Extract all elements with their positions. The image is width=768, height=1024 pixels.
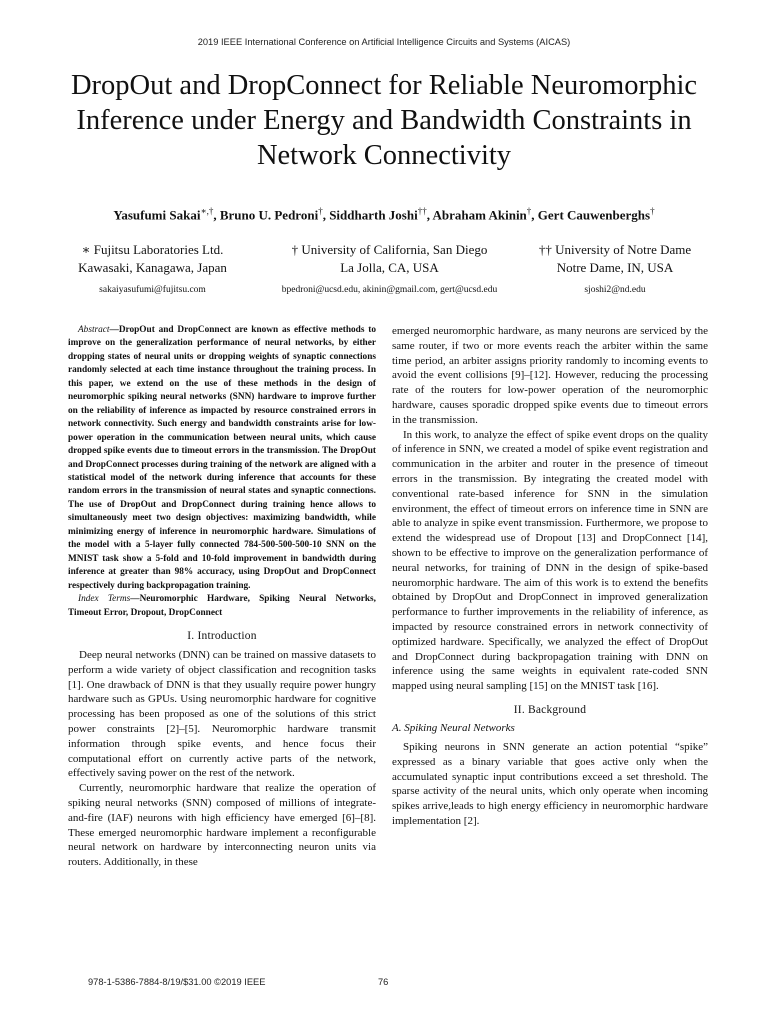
conference-header: 2019 IEEE International Conference on Artificial Intelligence Circuits and Systems (AICAS): [197, 37, 571, 47]
intro-paragraph: Deep neural networks (DNN) can be trained on massive datasets to perform a wide variety of object classification and recognition tasks [1]. One drawback of DNN is that they usually require power hungry hardware such as GPUs. Using neuromorphic hardware for cognitive processing has been proposed as one of the solutions of this strict power constraints [2]–[5]. Neuromorphic hardware transmit information through spike events, and hence focus their computational effort on currently active parts of the network, effectively saving power on the rest of the network.: [68, 648, 376, 780]
left-column: [68, 324, 376, 870]
author-list: Yasufumi Sakai∗,†, Bruno U. Pedroni†, Siddharth Joshi††, Abraham Akinin†, Gert Cauwenberghs†: [113, 206, 655, 223]
affiliation-email: bpedroni@ucsd.edu, akinin@gmail.com, gert@ucsd.edu: [281, 285, 498, 295]
paper-title: DropOut and DropConnect for Reliable Neuromorphic Inference under Energy and Bandwidth Constraints in Network Connectivity: [70, 70, 698, 171]
author-mark: ∗,†: [200, 206, 214, 216]
author-name: Yasufumi Sakai: [113, 207, 201, 223]
affiliation-line: † University of California, San Diego: [291, 242, 488, 257]
affiliation-line: Notre Dame, IN, USA: [556, 260, 674, 275]
right-column: [392, 324, 708, 829]
intro-paragraph: Currently, neuromorphic hardware that realize the operation of spiking neural networks (SNN) composed of millions of integrate-and-fire (IAF) neurons with high efficiency have emerged [6]–[8]. These emerged neuromorphic hardware implement a reconfigurable neural network on hardware by interconnecting neuron units via routers. Additionally, in these: [68, 782, 376, 869]
author-name: Abraham Akinin: [432, 207, 527, 223]
copyright-notice: 978-1-5386-7884-8/19/$31.00 ©2019 IEEE: [88, 977, 266, 987]
subsection-heading: A. Spiking Neural Networks: [392, 721, 515, 734]
affiliation-email: sjoshi2@nd.edu: [584, 285, 646, 295]
background-paragraph: Spiking neurons in SNN generate an action potential “spike” expressed as a binary variable that goes active only when the accumulated synaptic input contributions exceed a set threshold. The sparse activity of the neural units, which only operate when incoming spikes arrive,leads to high energy efficiency in neuromorphic hardware implementation [2].: [392, 740, 708, 827]
abstract: [68, 324, 376, 593]
affiliation-line: Kawasaki, Kanagawa, Japan: [78, 260, 227, 275]
affiliation-notre-dame: [515, 241, 715, 297]
section-heading-introduction: I. Introduction: [187, 629, 257, 642]
author-mark: †: [318, 206, 323, 216]
index-terms: [68, 593, 376, 620]
author-name: Gert Cauwenberghs: [537, 207, 651, 223]
affiliation-line: La Jolla, CA, USA: [340, 260, 439, 275]
affiliation-email: sakaiyasufumi@fujitsu.com: [99, 285, 206, 295]
author-mark: †: [526, 206, 532, 216]
section-heading-background: II. Background: [513, 703, 587, 716]
author-name: Siddharth Joshi: [329, 207, 418, 223]
affiliation-ucsd: [232, 241, 547, 297]
affiliation-line: ∗ Fujitsu Laboratories Ltd.: [81, 242, 224, 257]
author-mark: ††: [417, 206, 427, 216]
abstract-label: Abstract: [78, 325, 110, 335]
author-mark: †: [650, 206, 655, 216]
abstract-text: —DropOut and DropConnect are known as effective methods to improve on the generalization performance of neural networks, by either dropping states of neural units or dropping weights of synaptic connections randomly selected at each time instance throughout the training process. In this paper, we extend on the use of these methods in the design of neuromorphic spiking neural networks (SNN) hardware to improve further on the reliability of inference as impacted by resource constrained errors in network connectivity. Such energy and bandwidth constraints arise for low-power operation in the communication between neural units, which cause dropped spike events due to timeout errors in the transmission. The DropOut and DropConnect processes during training of the network are aligned with a statistical model of the network during inference that accounts for these random errors in the transmission of neural states and synaptic connections. The use of DropOut and DropConnect during training hence allows to simultaneously meet two design objectives: maximizing bandwidth, while minimizing energy of inference in neuromorphic hardware. Simulations of the model with a 5-layer fully connected 784-500-500-500-10 SNN on the MNIST task show a 5-fold and 10-fold improvement in bandwidth during inference at greater than 98% accuracy, using DropOut and DropConnect respectively during backpropagation training.: [68, 325, 376, 591]
body-paragraph: emerged neuromorphic hardware, as many neurons are serviced by the same router, if two or more events reach the arbiter within the same time period, an arbiter assigns priority randomly to incoming events to avoid the event collisions [9]–[12]. However, reducing the processing rate of the routers for low-power operation of the neuromorphic hardware, causes sporadic dropped spike events due to timeout errors in the transmission.: [392, 325, 708, 426]
affiliation-line: †† University of Notre Dame: [538, 242, 692, 257]
affiliation-fujitsu: [50, 241, 255, 297]
index-terms-text: —Neuromorphic Hardware, Spiking Neural Networks, Timeout Error, Dropout, DropConnect: [68, 594, 376, 618]
index-terms-label: Index Terms: [78, 594, 131, 605]
author-name: Bruno U. Pedroni: [219, 207, 319, 223]
body-paragraph: In this work, to analyze the effect of spike event drops on the quality of inference in SNN, we created a model of spike event registration and communication in the arbiter and router in the presence of timeout errors in the transmission. By integrating the created model with conventional rate-based inference for SNN in the simulation environment, the effect of timeout errors on inference time in SNN are able to analyze in spike event transmission. Furthermore, we propose to extend the widespread use of Dropout [13] and DropConnect [14], shown to be effective to improve on the generalization performance of neural networks, for training of DNN in the design of spike-based neuromorphic hardware. The aim of this work is to extend the benefits obtained by DropOut and DropConnect in improved generalization performance to further improvements in the reliability of inference, as impacted by resource constrained errors in network connectivity of optimized hardware. Specifically, we analyzed the effect of DropOut and DropConnect during backpropagation training with DNN on inference using the same weights in equivalent rate-coded SNN mapped using neural sampling [15] on the MNIST task [16].: [392, 428, 708, 693]
page-number: 76: [378, 977, 389, 987]
